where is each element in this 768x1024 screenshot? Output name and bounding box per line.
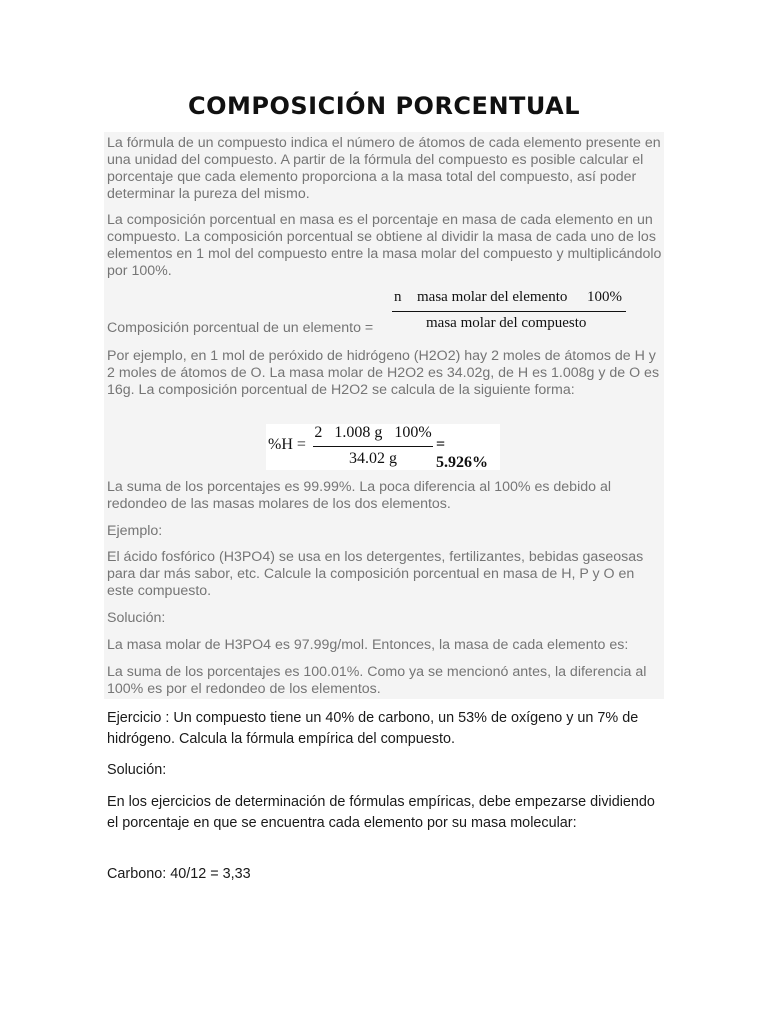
paragraph-sum-100: La suma de los porcentajes es 100.01%. Como ya se mencionó antes, la diferencia al 100% es por el redondeo de los elementos. [107, 664, 647, 697]
equation-numerator: 2 1.008 g 100% [314, 424, 432, 441]
fraction-bar [392, 311, 626, 312]
page-title: COMPOSICIÓN PORCENTUAL [187, 92, 581, 120]
equation-denominator: 34.02 g [349, 450, 397, 467]
equation-fraction-bar [313, 446, 433, 447]
paragraph-carbono: Carbono: 40/12 = 3,33 [107, 866, 251, 882]
paragraph-exercise: Ejercicio : Un compuesto tiene un 40% de carbono, un 53% de oxígeno y un 7% de hidrógeno. Calcula la fórmula empírica del compuesto. [107, 710, 639, 747]
paragraph-phosphoric-acid: El ácido fosfórico (H3PO4) se usa en los detergentes, fertilizantes, bebidas gaseosas para dar más sabor, etc. Calcule la composición porcentual en masa de H, P y O en este compuesto. [107, 549, 644, 599]
percent-composition-formula [392, 288, 626, 334]
paragraph-empirical-method: En los ejercicios de determinación de fórmulas empíricas, debe empezarse dividiendo el porcentaje en que se encuentra cada elemento por su masa molecular: [107, 794, 655, 831]
formula-label: Composición porcentual de un elemento = [107, 320, 374, 336]
paragraph-sum-percentages: La suma de los porcentajes es 99.99%. La poca diferencia al 100% es debido al redondeo de las masas molares de los dos elementos. [107, 479, 611, 512]
paragraph-ejemplo-label: Ejemplo: [107, 523, 163, 539]
formula-num-percent: 100% [587, 289, 622, 305]
paragraph-solucion-label: Solución: [107, 610, 166, 626]
paragraph-intro-1: La fórmula de un compuesto indica el número de átomos de cada elemento presente en una unidad del compuesto. A partir de la fórmula del compuesto es posible calcular el porcentaje que cada elemento proporciona a la masa total del compuesto, así poder determinar la pureza del mismo. [107, 135, 661, 202]
paragraph-intro-2: La composición porcentual en masa es el porcentaje en masa de cada elemento en un compuesto. La composición porcentual se obtiene al dividir la masa de cada uno de los elementos en 1 mol del compuesto entre la masa molar del compuesto y multiplicándolo por 100%. [107, 212, 662, 279]
formula-num-n: n [394, 289, 402, 305]
formula-numerator: masa molar del elemento [417, 289, 568, 305]
paragraph-exercise-solucion: Solución: [107, 762, 167, 778]
paragraph-molar-mass-h3po4: La masa molar de H3PO4 es 97.99g/mol. Entonces, la masa de cada elemento es: [107, 637, 629, 653]
formula-denominator: masa molar del compuesto [426, 315, 587, 331]
equation-result: = 5.926% [436, 436, 488, 471]
hydrogen-percent-equation [266, 424, 500, 470]
paragraph-example-h2o2: Por ejemplo, en 1 mol de peróxido de hidrógeno (H2O2) hay 2 moles de átomos de H y 2 moles de átomos de O. La masa molar de H2O2 es 34.02g, de H es 1.008g y de O es 16g. La composición porcentual de H2O2 se calcula de la siguiente forma: [107, 348, 660, 398]
equation-lhs: %H = [268, 436, 306, 453]
